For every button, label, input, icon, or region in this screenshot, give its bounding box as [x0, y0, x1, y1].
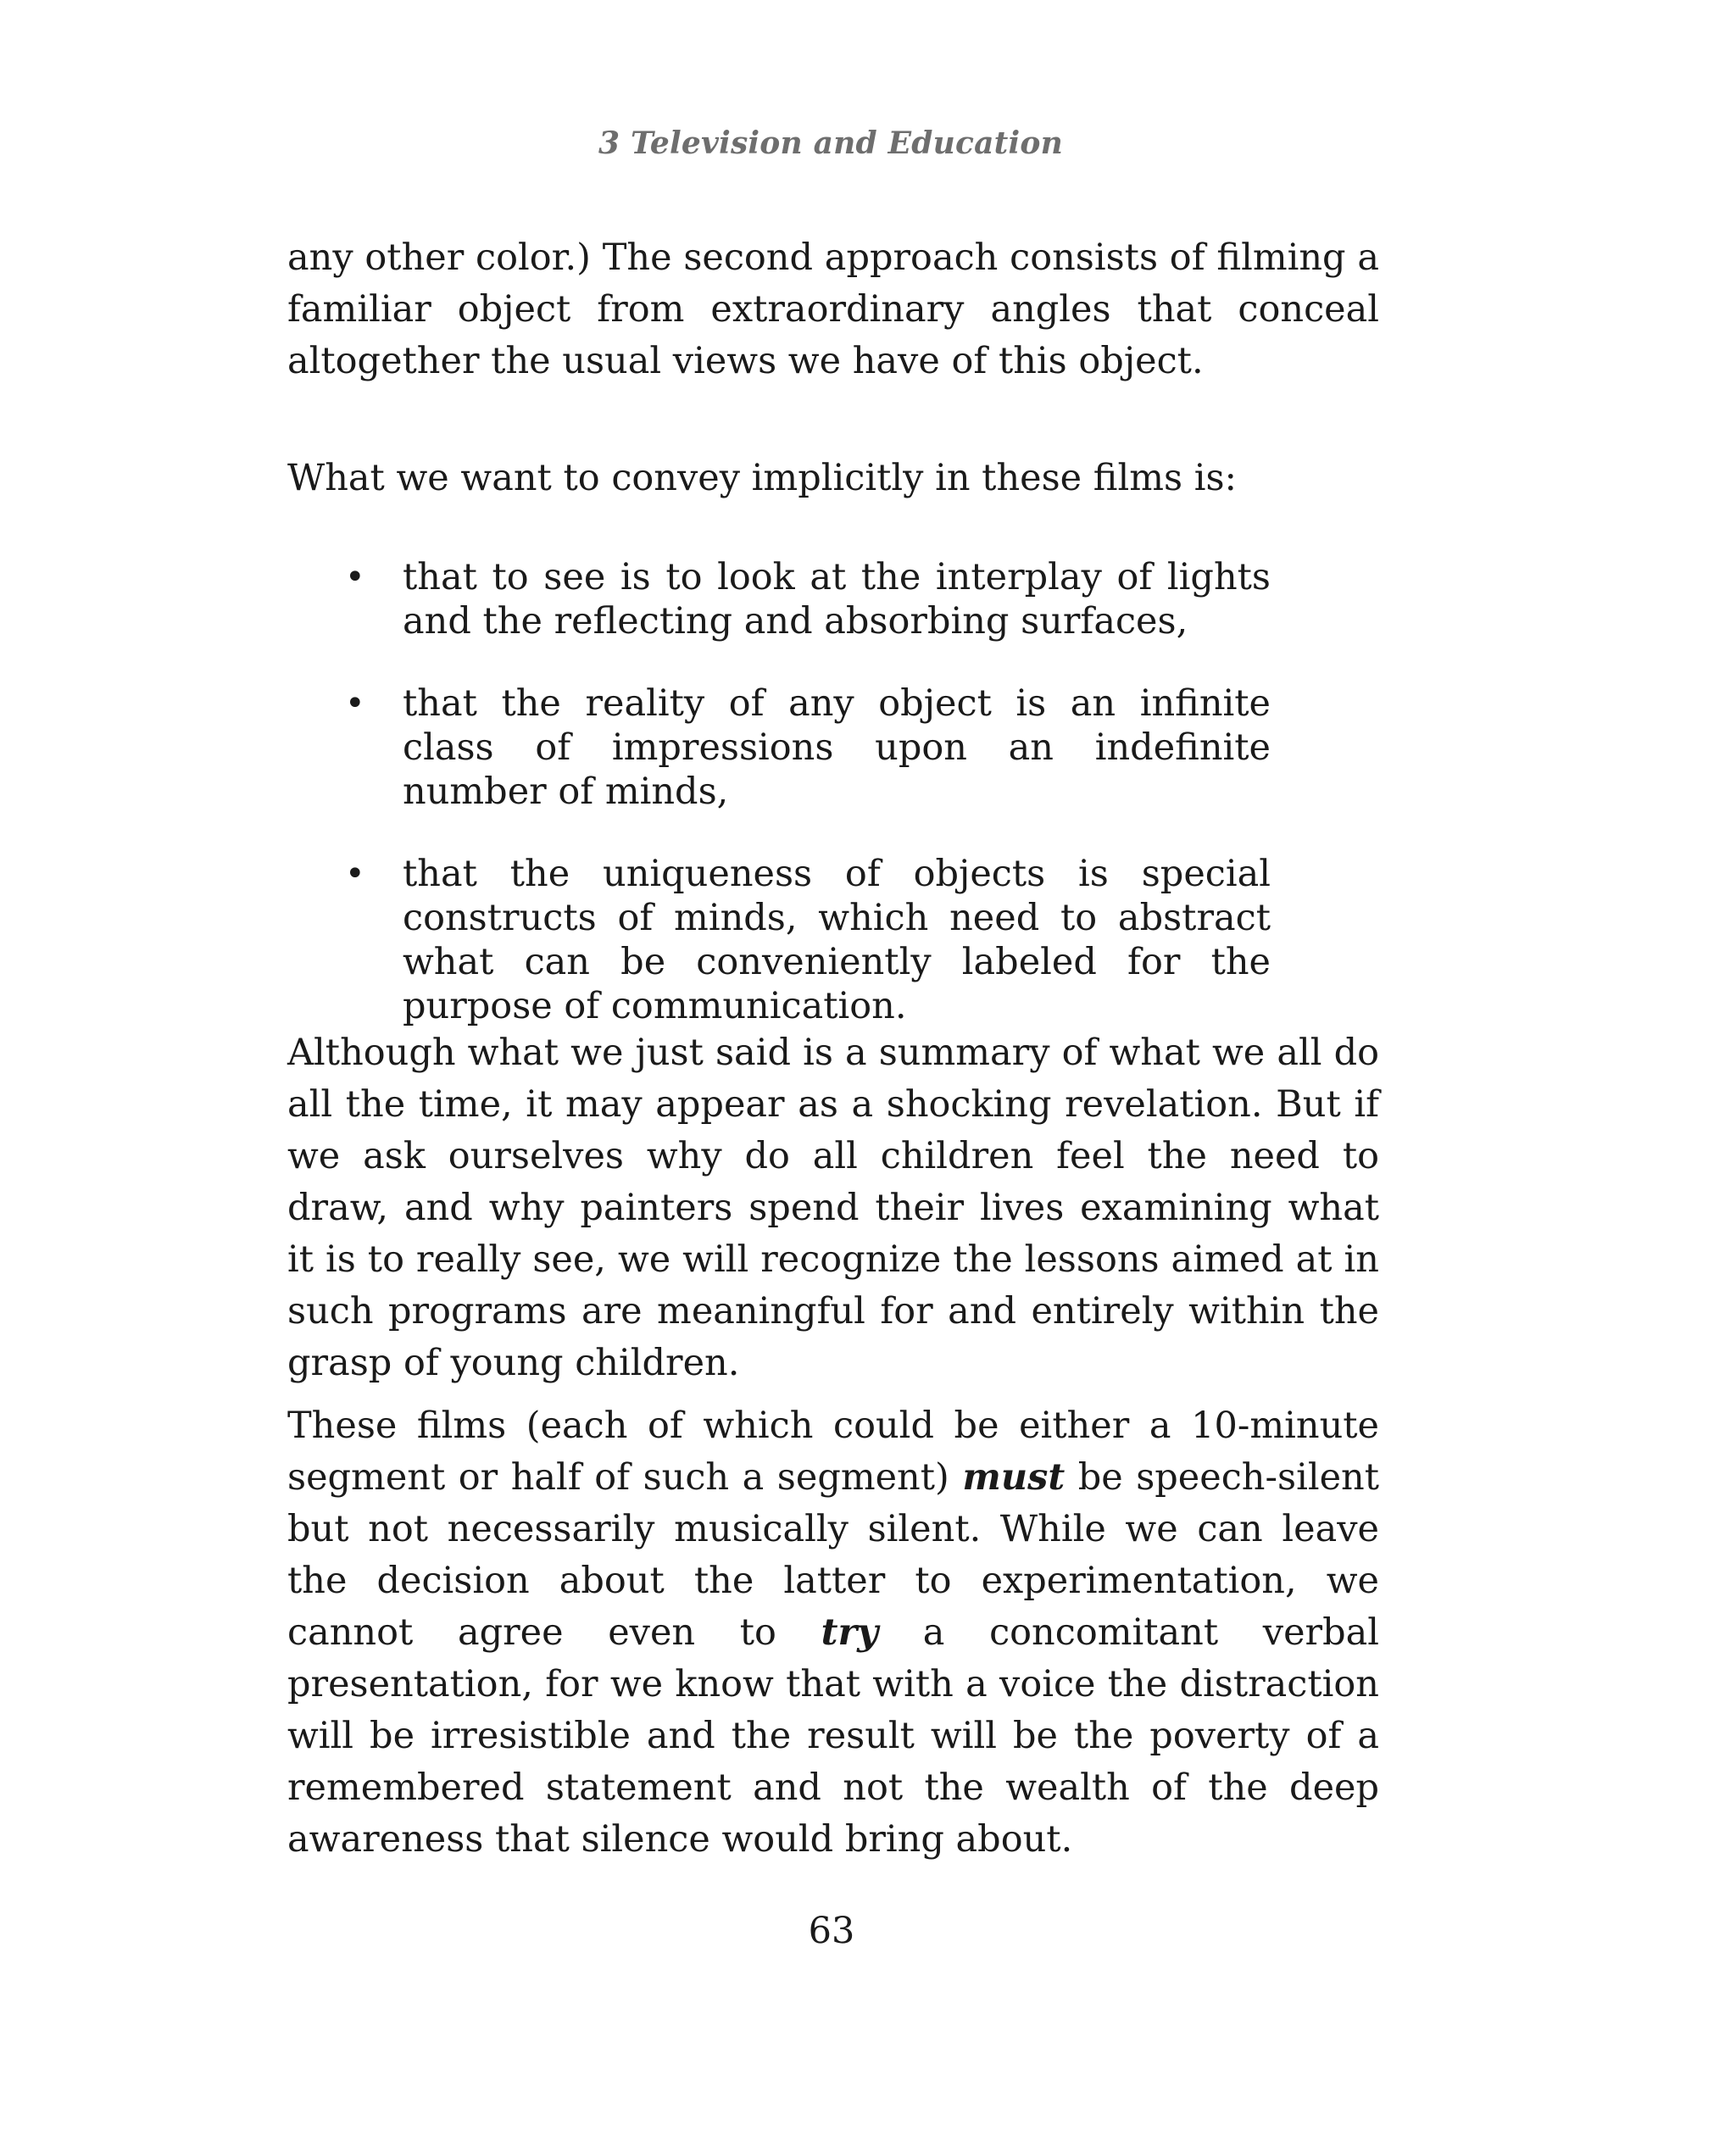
list-item — [287, 852, 1271, 1028]
running-head: 3 Television and Education — [598, 125, 1063, 161]
emphasis-must: must — [962, 1456, 1066, 1499]
list-item-text: that the reality of any object is an infinite class of impressions upon an indefinite number of minds, — [403, 682, 1271, 813]
list-item — [287, 555, 1271, 643]
paragraph-4-part-2: be speech-silent but not necessarily musically silent. While we can leave the decision about the latter to experimentation, we cannot agree even to — [287, 1456, 1379, 1654]
paragraph-2: What we want to convey implicitly in these films is: — [287, 457, 1238, 499]
bullet-icon: • — [345, 558, 365, 597]
paragraph-3: Although what we just said is a summary of what we all do all the time, it may appear as a shocking revelation. But if we ask ourselves why do all children feel the need to draw, and why painters spend their lives examining what it is to really see, we will recognize the lessons aimed at in such programs are meaningful for and entirely within the grasp of young children. — [287, 1032, 1379, 1384]
bullet-icon: • — [345, 684, 365, 723]
paragraph-4-part-1: These films (each of which could be either a 10-minute segment or half of such a segment) — [287, 1405, 1379, 1499]
paragraph-4 — [287, 1400, 1379, 1866]
paragraph-4-part-3: a concomitant verbal presentation, for we know that with a voice the distraction will be irresistible and the result will be the poverty of a remembered statement and not the wealth of the deep awareness that silence would bring about. — [287, 1611, 1379, 1861]
page-number: 63 — [808, 1910, 855, 1952]
bullet-list — [287, 555, 1271, 1066]
paragraph-1: any other color.) The second approach consists of filming a familiar object from extraordinary angles that conceal altogether the usual views we have of this object. — [287, 236, 1379, 382]
list-item-text: that the uniqueness of objects is special constructs of minds, which need to abstract what can be conveniently labeled for the purpose of communication. — [403, 853, 1271, 1027]
bullet-icon: • — [345, 854, 365, 893]
emphasis-try: try — [821, 1611, 879, 1654]
list-item-text: that to see is to look at the interplay of lights and the reflecting and absorbing surfaces, — [403, 556, 1271, 643]
list-item — [287, 682, 1271, 814]
